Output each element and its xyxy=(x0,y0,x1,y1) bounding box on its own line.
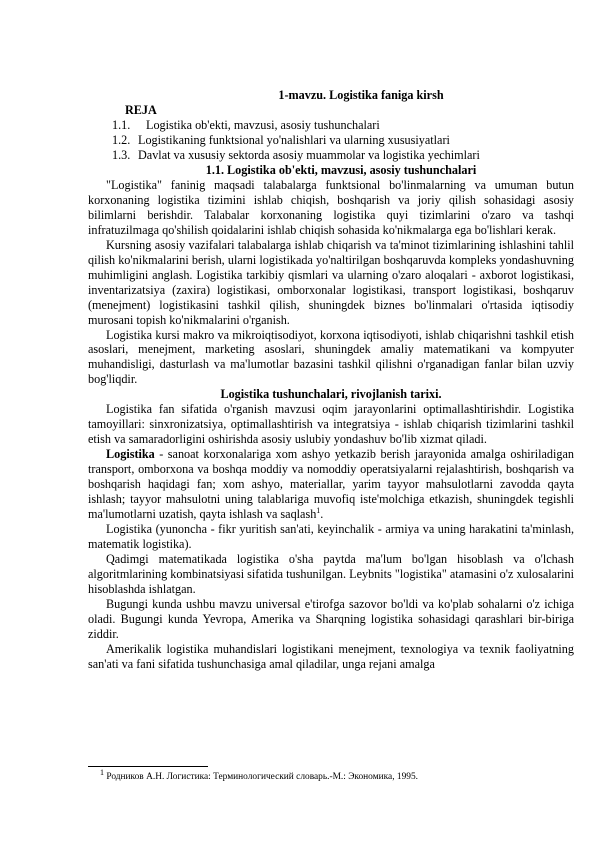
toc-item xyxy=(88,118,574,133)
section-heading: 1.1. Logistika ob'ekti, mavzusi, asosiy tushunchalari xyxy=(205,163,477,177)
footnote xyxy=(100,767,418,783)
toc-text: Davlat va xususiy sektorda asosiy muammolar va logistika yechimlari xyxy=(138,148,480,162)
paragraph-end: . xyxy=(320,506,324,521)
term-bold: Logistika xyxy=(106,447,155,462)
toc-number: 1.3. xyxy=(112,148,131,162)
paragraph-text: - sanoat korxonalariga xom ashyo yetkazib berish jarayonida amalga oshiriladigan transport, omborxona va boshqa moddiy va nomoddiy operatsiyalarni rejalashtirish, boshqarish va boshqarish haqidagi fan; xom ashyo, materiallar, yarim tayyor mahsulotlarni zavodda qayta ishlash; tayyor mahsulotni uning talablariga muvofiq iste'molchiga etkazish, shuningdek tegishli ma'lumotlarni uzatish, qayta ishlash va saqlash xyxy=(88,447,574,521)
paragraph: Logistika kursi makro va mikroiqtisodiyot, korxona iqtisodiyoti, ishlab chiqarishni tashkil etish asoslari, menejment, marketing asoslari, shuningdek amaliy matematikani va kompyuter muhandisligi, dasturlash va ma'lumotlar bazasini tashkil qilishni o'rganadigan fanlar bilan uzviy bog'liqdir. xyxy=(88,327,574,387)
toc-number: 1.2. xyxy=(112,133,131,147)
paragraph: Amerikalik logistika muhandislari logistikani menejment, texnologiya va texnik faoliyatning san'ati va fani sifatida tushunchasiga amal qiladilar, unga rejani amalga xyxy=(88,641,574,671)
toc-text: Logistikaning funktsional yo'nalishlari va ularning xususiyatlari xyxy=(138,133,450,147)
footnote-ref: 1 xyxy=(316,505,321,515)
paragraph xyxy=(88,447,574,522)
toc-item xyxy=(88,148,574,163)
plan-label: REJA xyxy=(125,103,157,117)
paragraph: Logistika (yunoncha - fikr yuritish san'ati, keyinchalik - armiya va uning harakatini ta'minlash, matematik logistika). xyxy=(88,521,574,551)
paragraph: Kursning asosiy vazifalari talabalarga ishlab chiqarish va ta'minot tizimlarining ishlashini tahlil qilish ko'nikmalarini berish, ularni logistikada yo'naltirilgan boshqaruvda kompleks yondashuvning muhimligini anglash. Logistika tarkibiy qismlari va ularning o'zaro aloqalari - axborot logistikasi, inventarizatsiya (zaxira) logistikasi, omborxonalar logistikasi, transport logistikasi, boshqaruv (menejment) logistikasini tashkil qilish, shuningdek biznes bo'linmalari o'rtasida iqtisodiy murosani topish ko'nikmalarini o'rganish. xyxy=(88,237,574,327)
section-heading: Logistika tushunchalari, rivojlanish tarixi. xyxy=(220,387,442,402)
toc-item xyxy=(88,133,574,148)
paragraph: Logistika fan sifatida o'rganish mavzusi oqim jarayonlarini optimallashtirishdir. Logistika tamoyillari: sinxronizatsiya, optimallashtirish va integratsiya - ishlab chiqarish tizimlarini tashkil etish va samaradorligini oshirishda asosiy uslubiy yondashuv bo'lib xizmat qiladi. xyxy=(88,402,574,447)
footnote-text: Родников А.Н. Логистика: Терминологический словарь.-М.: Экономика, 1995. xyxy=(104,772,418,782)
paragraph: Qadimgi matematikada logistika o'sha paytda ma'lum bo'lgan hisoblash va o'lchash algoritmlarining kombinatsiyasi sifatida tushunilgan. Leybnits "logistika" atamasini o'z xulosalarini hisoblashda ishlatgan. xyxy=(88,551,574,596)
paragraph: "Logistika" faninig maqsadi talabalarga funktsional bo'linmalarning va umuman butun korxonaning logistika tizimini ishlab chiqish, boshqarish va joriy qilish sohasidagi asosiy bilimlarni berishdir. Talabalar korxonaning logistika quyi tizimlarini o'zaro va tashqi infratuzilmaga qo'shilish qoidalarini ishlab chiqish sohasida ko'nikmalarga ega bo'lishlari kerak. xyxy=(88,178,574,237)
body-text xyxy=(88,178,574,671)
footnote-divider xyxy=(88,766,208,767)
page-title: 1-mavzu. Logistika faniga kirsh xyxy=(278,88,444,102)
footnote-mark: 1 xyxy=(100,767,104,777)
paragraph: Bugungi kunda ushbu mavzu universal e'tirofga sazovor bo'ldi va ko'plab sohalarni o'z ichiga oladi. Bugungi kunda Yevropa, Amerika va Sharqning logistika sohasidagi qarashlari bir-biriga ziddir. xyxy=(88,596,574,641)
toc-text: Logistika ob'ekti, mavzusi, asosiy tushunchalari xyxy=(146,118,380,132)
toc-number: 1.1. xyxy=(112,118,131,132)
